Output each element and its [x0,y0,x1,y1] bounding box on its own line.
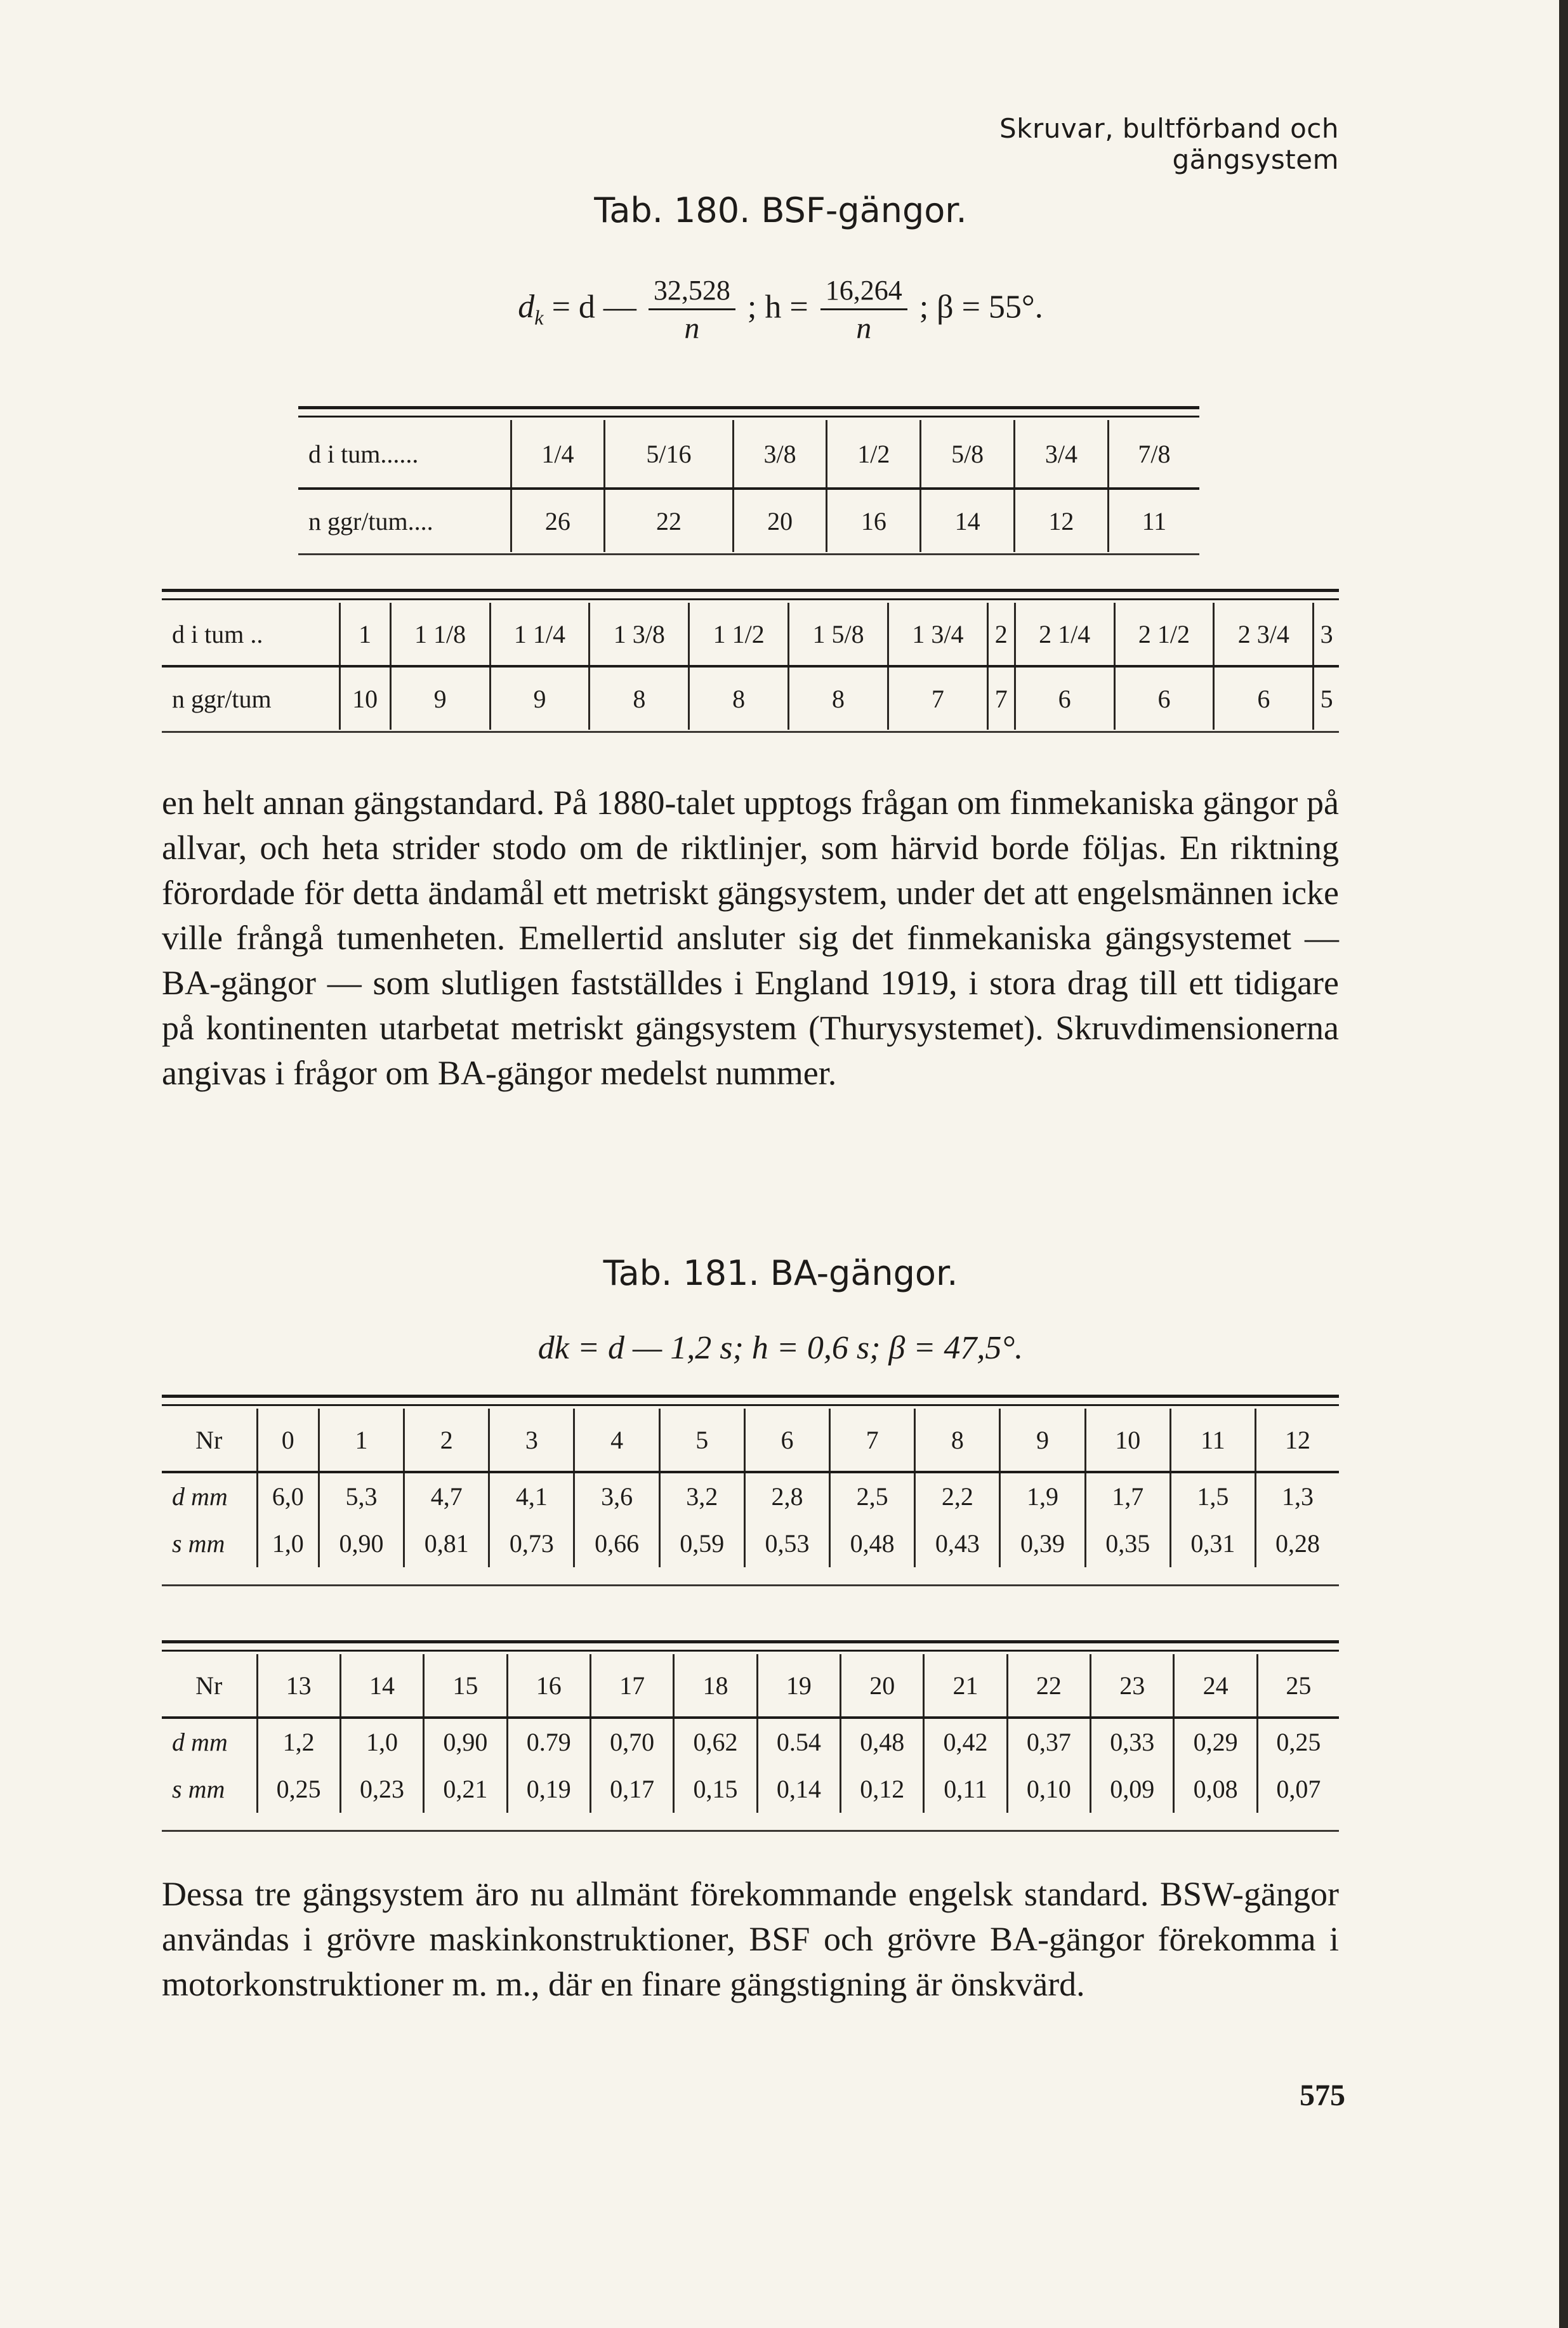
diameter-cell: 1 1/8 [390,603,490,666]
s-mm-cell: 0,25 [257,1765,340,1813]
threads-per-inch-cell: 6 [1214,666,1314,730]
diameter-cell: 7/8 [1108,420,1199,489]
formula-frac-2: $\frac{16,264}{n}$ [820,273,907,347]
number-cell: 17 [590,1654,673,1718]
number-cell: 6 [744,1409,829,1472]
diameter-cell: 2 1/2 [1114,603,1214,666]
diameter-cell: 1 5/8 [789,603,888,666]
d-mm-cell: 0,29 [1174,1718,1257,1765]
formula-eq1: = d — [551,289,636,326]
number-cell: 22 [1007,1654,1090,1718]
threads-per-inch-cell: 10 [339,666,390,730]
table-row-n [298,489,1199,552]
number-cell: 19 [757,1654,840,1718]
row-label-d: d mm [162,1472,257,1520]
threads-per-inch-cell: 7 [987,666,1015,730]
tab181-caption: Tab. 181. BA-gängor. [603,1253,958,1293]
threads-per-inch-cell: 6 [1015,666,1114,730]
diameter-cell: 5/16 [605,420,733,489]
threads-per-inch-cell: 5 [1314,666,1339,730]
row-label-nr: Nr [195,1671,223,1700]
number-cell: 12 [1255,1409,1339,1472]
s-mm-cell: 0,39 [1000,1520,1085,1567]
diameter-cell: 1 1/2 [689,603,789,666]
number-cell: 7 [830,1409,915,1472]
s-mm-cell: 0,09 [1091,1765,1174,1813]
diameter-cell: 1 [339,603,390,666]
d-mm-cell: 2,5 [830,1472,915,1520]
d-mm-cell: 0,48 [841,1718,924,1765]
formula-h-part: ; h = [747,289,808,326]
s-mm-cell: 0,15 [674,1765,757,1813]
number-cell: 13 [257,1654,340,1718]
d-mm-cell: 1,2 [257,1718,340,1765]
d-mm-cell: 0,25 [1257,1718,1339,1765]
s-mm-cell: 0,19 [507,1765,590,1813]
threads-per-inch-cell: 8 [789,666,888,730]
number-cell: 21 [924,1654,1007,1718]
table-row-d [162,603,1339,666]
table-row-d [162,1472,1339,1520]
s-mm-cell: 0,53 [744,1520,829,1567]
s-mm-cell: 0,12 [841,1765,924,1813]
s-mm-cell: 0,35 [1085,1520,1170,1567]
threads-per-inch-cell: 20 [733,489,827,552]
number-cell: 11 [1170,1409,1255,1472]
threads-per-inch-cell: 16 [827,489,921,552]
threads-per-inch-cell: 12 [1015,489,1109,552]
d-mm-cell: 5,3 [319,1472,404,1520]
s-mm-cell: 1,0 [257,1520,319,1567]
table-row-nr [162,1409,1339,1472]
diameter-cell: 1 3/8 [590,603,689,666]
d-mm-cell: 0,42 [924,1718,1007,1765]
formula-dk: $d_k$ [518,289,544,329]
s-mm-cell: 0,90 [319,1520,404,1567]
row-label-s: s mm [172,1529,225,1558]
number-cell: 1 [319,1409,404,1472]
d-mm-cell: 3,2 [659,1472,744,1520]
s-mm-cell: 0,48 [830,1520,915,1567]
number-cell: 25 [1257,1654,1339,1718]
number-cell: 18 [674,1654,757,1718]
diameter-cell: 1 1/4 [490,603,590,666]
row-label-nr: Nr [195,1425,223,1454]
threads-per-inch-cell: 11 [1108,489,1199,552]
threads-per-inch-cell: 8 [689,666,789,730]
threads-per-inch-cell: 26 [511,489,605,552]
table-row-n [162,666,1339,730]
d-mm-cell: 1,0 [340,1718,423,1765]
table-row-s [162,1765,1339,1813]
d-mm-cell: 1,7 [1085,1472,1170,1520]
s-mm-cell: 0,66 [574,1520,659,1567]
table-row-s [162,1520,1339,1567]
number-cell: 23 [1091,1654,1174,1718]
threads-per-inch-cell: 8 [590,666,689,730]
number-cell: 16 [507,1654,590,1718]
threads-per-inch-cell: 22 [605,489,733,552]
formula-frac-1: $\frac{32,528}{n}$ [649,273,735,347]
tab180-table-small [298,420,1199,552]
diameter-cell: 1/2 [827,420,921,489]
d-mm-cell: 0,90 [424,1718,507,1765]
s-mm-cell: 0,73 [489,1520,574,1567]
d-mm-cell: 2,8 [744,1472,829,1520]
d-mm-cell: 1,5 [1170,1472,1255,1520]
number-cell: 24 [1174,1654,1257,1718]
diameter-cell: 5/8 [921,420,1015,489]
s-mm-cell: 0,59 [659,1520,744,1567]
diameter-cell: 1/4 [511,420,605,489]
d-mm-cell: 2,2 [915,1472,1000,1520]
s-mm-cell: 0,81 [404,1520,489,1567]
tab180-caption: Tab. 180. BSF-gängor. [594,190,967,230]
threads-per-inch-cell: 9 [490,666,590,730]
row-label-s: s mm [172,1775,225,1803]
s-mm-cell: 0,07 [1257,1765,1339,1813]
s-mm-cell: 0,21 [424,1765,507,1813]
threads-per-inch-cell: 14 [921,489,1015,552]
d-mm-cell: 0,62 [674,1718,757,1765]
table-row-d [162,1718,1339,1765]
running-head: Skruvar, bultförband och gängsystem [999,113,1339,175]
number-cell: 15 [424,1654,507,1718]
d-mm-cell: 0.79 [507,1718,590,1765]
tab181-formula: dk = d — 1,2 s; h = 0,6 s; β = 47,5°. [537,1330,1024,1366]
s-mm-cell: 0,14 [757,1765,840,1813]
threads-per-inch-cell: 7 [888,666,987,730]
table-row-d [298,420,1199,489]
table-row-nr [162,1654,1339,1718]
s-mm-cell: 0,11 [924,1765,1007,1813]
threads-per-inch-cell: 6 [1114,666,1214,730]
s-mm-cell: 0,17 [590,1765,673,1813]
tab180-formula [355,273,1206,347]
d-mm-cell: 0,37 [1007,1718,1090,1765]
row-label-n: n ggr/tum.... [298,489,511,552]
threads-per-inch-cell: 9 [390,666,490,730]
s-mm-cell: 0,10 [1007,1765,1090,1813]
number-cell: 3 [489,1409,574,1472]
tab181-table-2 [162,1654,1339,1813]
diameter-cell: 2 1/4 [1015,603,1114,666]
d-mm-cell: 0.54 [757,1718,840,1765]
d-mm-cell: 0,33 [1091,1718,1174,1765]
formula-beta-part: ; β = 55°. [919,289,1043,326]
body-paragraph-2: Dessa tre gängsystem äro nu allmänt förekommande engelsk standard. BSW-gängor användas i grövre maskinkonstruktioner, BSF och grövre BA-gängor förekomma i motorkonstruktioner m. m., där en finare gängstigning är önskvärd. [162,1875,1339,2003]
page-number: 575 [1300,2079,1345,2112]
number-cell: 0 [257,1409,319,1472]
row-label-n: n ggr/tum [162,666,339,730]
number-cell: 8 [915,1409,1000,1472]
number-cell: 9 [1000,1409,1085,1472]
number-cell: 10 [1085,1409,1170,1472]
row-label-d: d i tum...... [308,439,419,468]
s-mm-cell: 0,31 [1170,1520,1255,1567]
s-mm-cell: 0,28 [1255,1520,1339,1567]
number-cell: 2 [404,1409,489,1472]
s-mm-cell: 0,43 [915,1520,1000,1567]
tab180-table-large [162,603,1339,730]
diameter-cell: 2 3/4 [1214,603,1314,666]
row-label-d: d i tum .. [172,619,263,648]
d-mm-cell: 1,3 [1255,1472,1339,1520]
d-mm-cell: 6,0 [257,1472,319,1520]
d-mm-cell: 4,7 [404,1472,489,1520]
diameter-cell: 3/4 [1015,420,1109,489]
tab181-table-1 [162,1409,1339,1567]
number-cell: 5 [659,1409,744,1472]
diameter-cell: 3 [1314,603,1339,666]
diameter-cell: 3/8 [733,420,827,489]
body-paragraph-1: en helt annan gängstandard. På 1880-talet upptogs frågan om finmekaniska gängor på allvar, och heta strider stodo om de riktlinjer, som härvid borde följas. En riktning förordade för detta ändamål ett metriskt gängsystem, under det att engelsmännen icke ville frångå tumenheten. Emellertid ansluter sig det finmekaniska gängsystemet — BA-gängor — som slutligen fastställdes i England 1919, i stora drag till ett tidigare på kontinenten utarbetat metriskt gängsystem (Thurysystemet). Skruvdimensionerna angivas i frågor om BA-gängor medelst nummer. [162,784,1339,1092]
page-edge [1559,0,1568,2328]
d-mm-cell: 3,6 [574,1472,659,1520]
diameter-cell: 2 [987,603,1015,666]
diameter-cell: 1 3/4 [888,603,987,666]
d-mm-cell: 1,9 [1000,1472,1085,1520]
s-mm-cell: 0,08 [1174,1765,1257,1813]
row-label-d: d mm [162,1718,257,1765]
number-cell: 14 [340,1654,423,1718]
number-cell: 20 [841,1654,924,1718]
number-cell: 4 [574,1409,659,1472]
s-mm-cell: 0,23 [340,1765,423,1813]
d-mm-cell: 4,1 [489,1472,574,1520]
d-mm-cell: 0,70 [590,1718,673,1765]
